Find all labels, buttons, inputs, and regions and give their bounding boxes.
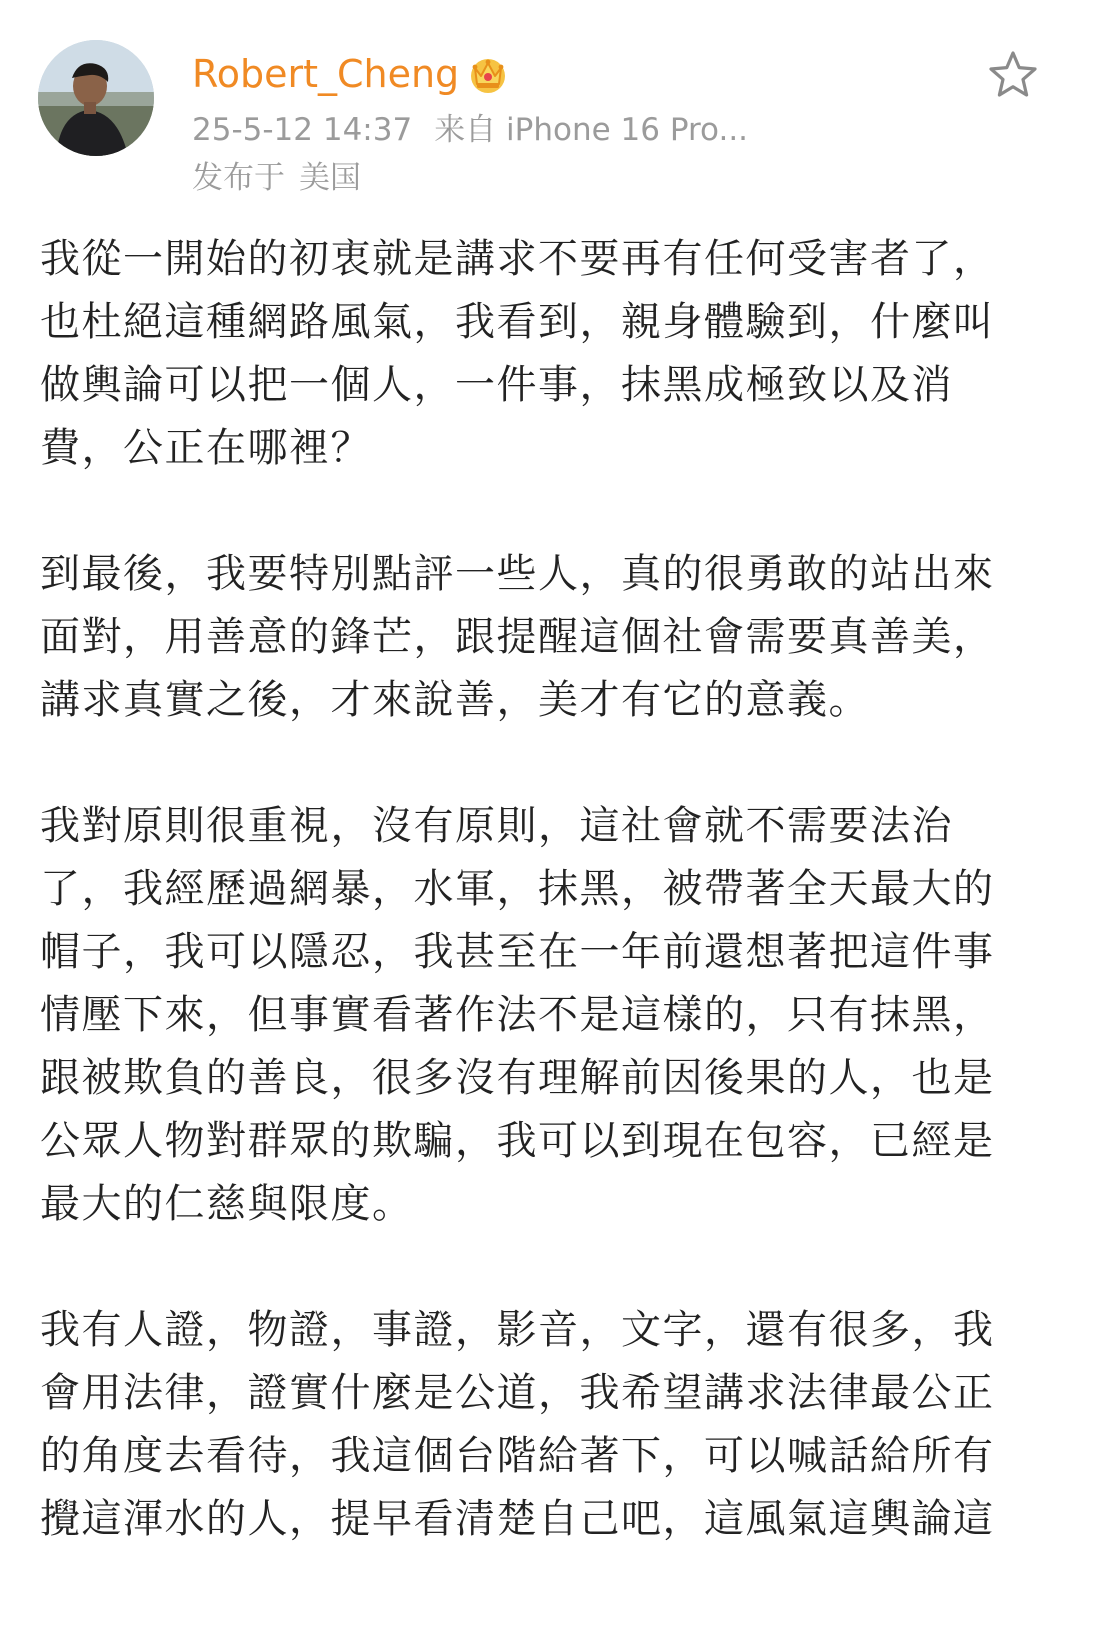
text-line: 公眾人物對群眾的欺騙，我可以到現在包容，已經是 (40, 1118, 995, 1164)
text-line: 攪這渾水的人，提早看清楚自己吧，這風氣這輿論這 (40, 1496, 995, 1542)
post-timestamp: 25-5-12 14:37 (192, 112, 413, 148)
text-line: 情壓下來，但事實看著作法不是這樣的，只有抹黑， (40, 992, 995, 1038)
post-meta (192, 108, 748, 152)
text-line: 也杜絕這種網路風氣，我看到，親身體驗到，什麼叫 (40, 299, 995, 345)
paragraph (40, 1299, 1040, 1551)
star-outline-icon[interactable] (986, 48, 1040, 102)
post-body (40, 228, 1040, 1614)
text-line: 會用法律，證實什麼是公道，我希望講求法律最公正 (40, 1370, 995, 1416)
avatar[interactable] (38, 40, 154, 156)
paragraph (40, 795, 1040, 1236)
vip-crown-icon (466, 52, 510, 96)
text-line: 最大的仁慈與限度。 (40, 1181, 414, 1227)
location-prefix: 发布于 (192, 160, 285, 196)
location-value: 美国 (299, 160, 361, 196)
text-line: 我從一開始的初衷就是講求不要再有任何受害者了， (40, 236, 995, 282)
paragraph (40, 543, 1040, 732)
text-line: 我有人證，物證，事證，影音，文字，還有很多，我 (40, 1307, 995, 1353)
text-line: 了，我經歷過網暴，水軍，抹黑，被帶著全天最大的 (40, 866, 995, 912)
text-line: 費，公正在哪裡？ (40, 425, 372, 471)
text-line: 講求真實之後，才來說善，美才有它的意義。 (40, 677, 870, 723)
avatar-photo (38, 40, 154, 156)
post-header (0, 0, 1118, 210)
author-name[interactable]: Robert_Cheng (192, 52, 460, 96)
paragraph (40, 228, 1040, 480)
text-line: 的角度去看待，我這個台階給著下，可以喊話給所有 (40, 1433, 995, 1479)
text-line: 到最後，我要特別點評一些人，真的很勇敢的站出來 (40, 551, 995, 597)
text-line: 跟被欺負的善良，很多沒有理解前因後果的人，也是 (40, 1055, 995, 1101)
post-source: 来自 iPhone 16 Pro... (434, 112, 749, 148)
text-line: 帽子，我可以隱忍，我甚至在一年前還想著把這件事 (40, 929, 995, 975)
post-location (192, 156, 361, 200)
text-line: 面對，用善意的鋒芒，跟提醒這個社會需要真善美， (40, 614, 995, 660)
text-line: 我對原則很重視，沒有原則，這社會就不需要法治 (40, 803, 953, 849)
text-line: 做輿論可以把一個人，一件事，抹黑成極致以及消 (40, 362, 953, 408)
